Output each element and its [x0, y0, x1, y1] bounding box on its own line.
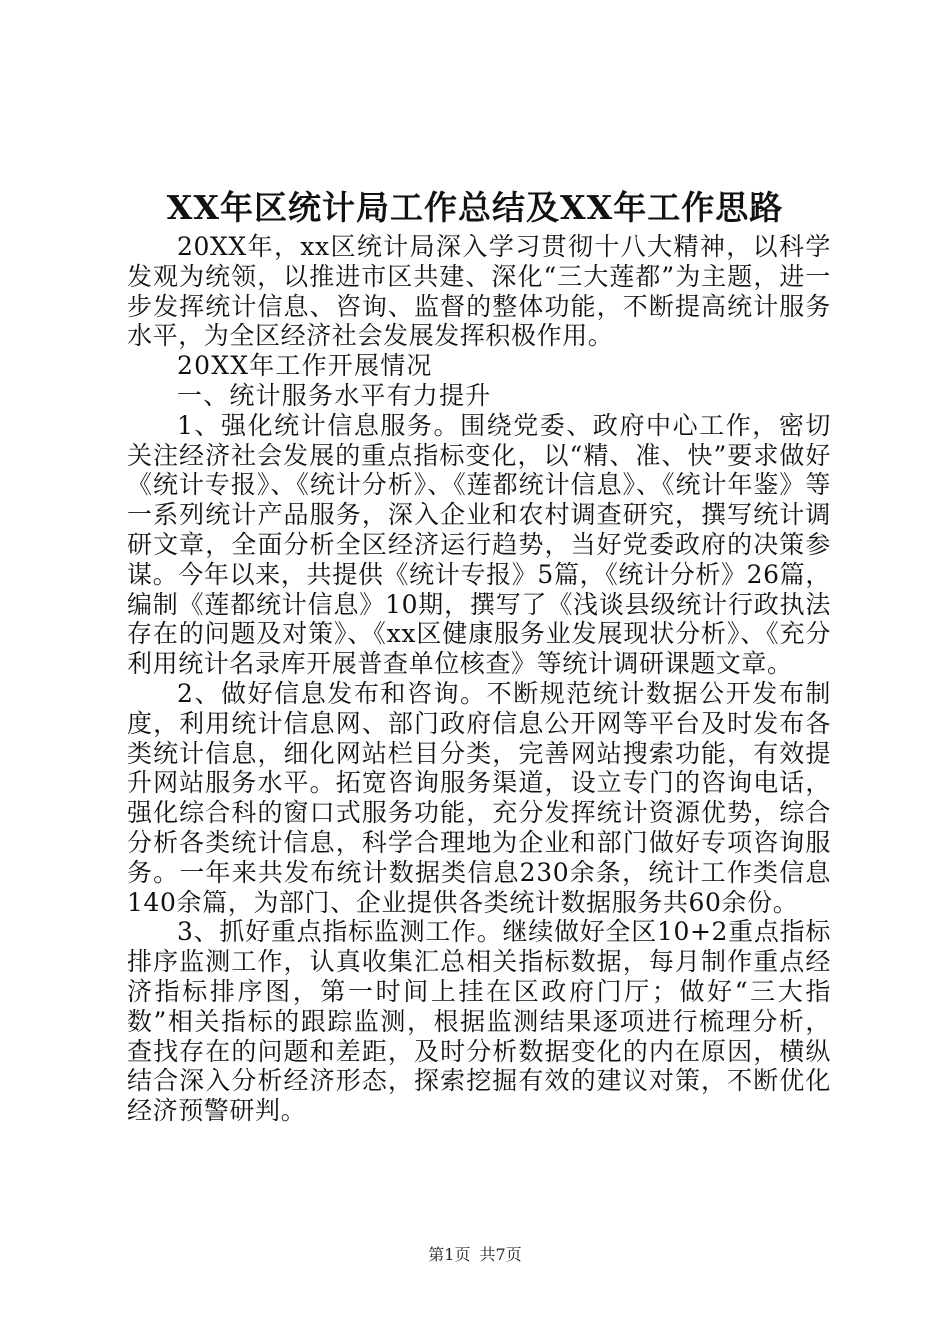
section-heading-service-level: 一、统计服务水平有力提升	[177, 380, 492, 410]
section-heading-work-status: 20XX年工作开展情况	[177, 351, 433, 381]
document-title: XX年区统计局工作总结及XX年工作思路	[166, 188, 784, 227]
document-body	[127, 232, 831, 1126]
paragraph-item-1: 1、强化统计信息服务。围绕党委、政府中心工作，密切关注经济社会发展的重点指标变化，以“精、准、快”要求做好《统计专报》、《统计分析》、《莲都统计信息》、《统计年鉴》等一系列统计产品服务，深入企业和农村调查研究，撰写统计调研文章，全面分析全区经济运行趋势，当好党委政府的决策参谋。今年以来，共提供《统计专报》5篇，《统计分析》26篇，编制《莲都统计信息》10期，撰写了《浅谈县级统计行政执法存在的问题及对策》、《xx区健康服务业发展现状分析》、《充分利用统计名录库开展普查单位核查》等统计调研课题文章。	[127, 410, 831, 679]
page-total: 共7页	[479, 1245, 522, 1264]
paragraph-item-2: 2、做好信息发布和咨询。不断规范统计数据公开发布制度，利用统计信息网、部门政府信息公开网等平台及时发布各类统计信息，细化网站栏目分类，完善网站搜索功能，有效提升网站服务水平。拓宽咨询服务渠道，设立专门的咨询电话，强化综合科的窗口式服务功能，充分发挥统计资源优势，综合分析各类统计信息，科学合理地为企业和部门做好专项咨询服务。一年来共发布统计数据类信息230余条，统计工作类信息140余篇，为部门、企业提供各类统计数据服务共60余份。	[127, 678, 831, 917]
paragraph-item-3: 3、抓好重点指标监测工作。继续做好全区10+2重点指标排序监测工作，认真收集汇总相关指标数据，每月制作重点经济指标排序图，第一时间上挂在区政府门厅；做好“三大指数”相关指标的跟踪监测，根据监测结果逐项进行梳理分析，查找存在的问题和差距，及时分析数据变化的内在原因，横纵结合深入分析经济形态，探索挖掘有效的建议对策，不断优化经济预警研判。	[127, 917, 831, 1126]
paragraph-intro: 20XX年，xx区统计局深入学习贯彻十八大精神，以科学发观为统领，以推进市区共建、深化“三大莲都”为主题，进一步发挥统计信息、咨询、监督的整体功能，不断提高统计服务水平，为全区经济社会发展发挥积极作用。	[127, 232, 831, 351]
page-number: 第1页	[428, 1245, 471, 1264]
page-footer	[0, 1245, 950, 1265]
